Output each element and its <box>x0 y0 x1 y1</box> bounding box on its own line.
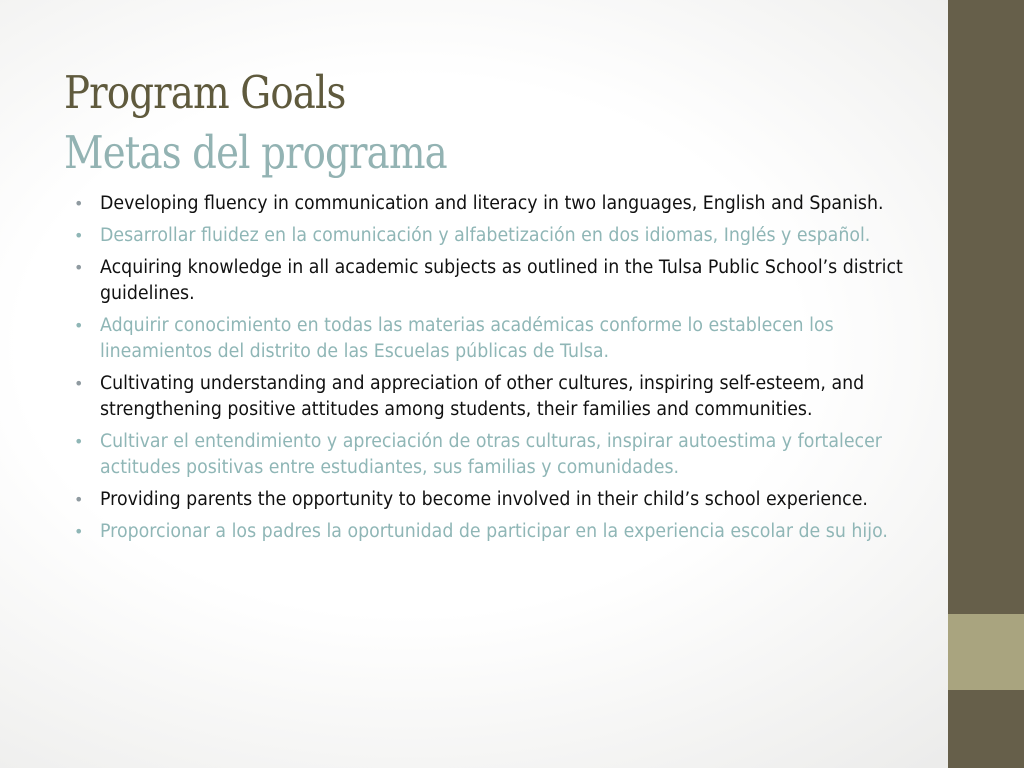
bullet-dot-icon: • <box>74 316 84 335</box>
goal-item-english-2 <box>74 255 954 307</box>
slide-title-english: Program Goals <box>64 66 346 119</box>
slide-title-spanish: Metas del programa <box>64 126 447 179</box>
goal-item-english-4 <box>74 487 954 513</box>
goal-item-english-3 <box>74 371 954 423</box>
decorative-sidebar-accent <box>948 614 1024 690</box>
bullet-dot-icon: • <box>74 490 84 509</box>
goal-text: Proporcionar a los padres la oportunidad de participar en la experiencia escolar de su hijo. <box>100 521 888 542</box>
goal-item-spanish-3 <box>74 429 954 481</box>
goal-text: Developing fluency in communication and literacy in two languages, English and Spanish. <box>100 193 884 214</box>
bullet-dot-icon: • <box>74 432 84 451</box>
bullet-dot-icon: • <box>74 258 84 277</box>
goal-text: Desarrollar fluidez en la comunicación y alfabetización en dos idiomas, Inglés y español. <box>100 225 871 246</box>
title-block <box>64 62 924 182</box>
bullet-dot-icon: • <box>74 226 84 245</box>
bullet-dot-icon: • <box>74 194 84 213</box>
goal-text: Cultivating understanding and appreciation of other cultures, inspiring self-esteem, and strengthening positive attitudes among students, their families and communities. <box>100 373 865 420</box>
goal-item-english-1 <box>74 191 954 217</box>
goal-item-spanish-1 <box>74 223 954 249</box>
goals-bullet-list <box>74 191 954 551</box>
goal-item-spanish-2 <box>74 313 954 365</box>
goal-item-spanish-4 <box>74 519 954 545</box>
goal-text: Cultivar el entendimiento y apreciación de otras culturas, inspirar autoestima y fortalecer actitudes positivas entre estudiantes, sus familias y comunidades. <box>100 431 882 478</box>
goal-text: Providing parents the opportunity to become involved in their child’s school experience. <box>100 489 868 510</box>
goal-text: Adquirir conocimiento en todas las materias académicas conforme lo establecen los lineamientos del distrito de las Escuelas públicas de Tulsa. <box>100 315 834 362</box>
bullet-dot-icon: • <box>74 522 84 541</box>
bullet-dot-icon: • <box>74 374 84 393</box>
goal-text: Acquiring knowledge in all academic subjects as outlined in the Tulsa Public School’s district guidelines. <box>100 257 903 304</box>
